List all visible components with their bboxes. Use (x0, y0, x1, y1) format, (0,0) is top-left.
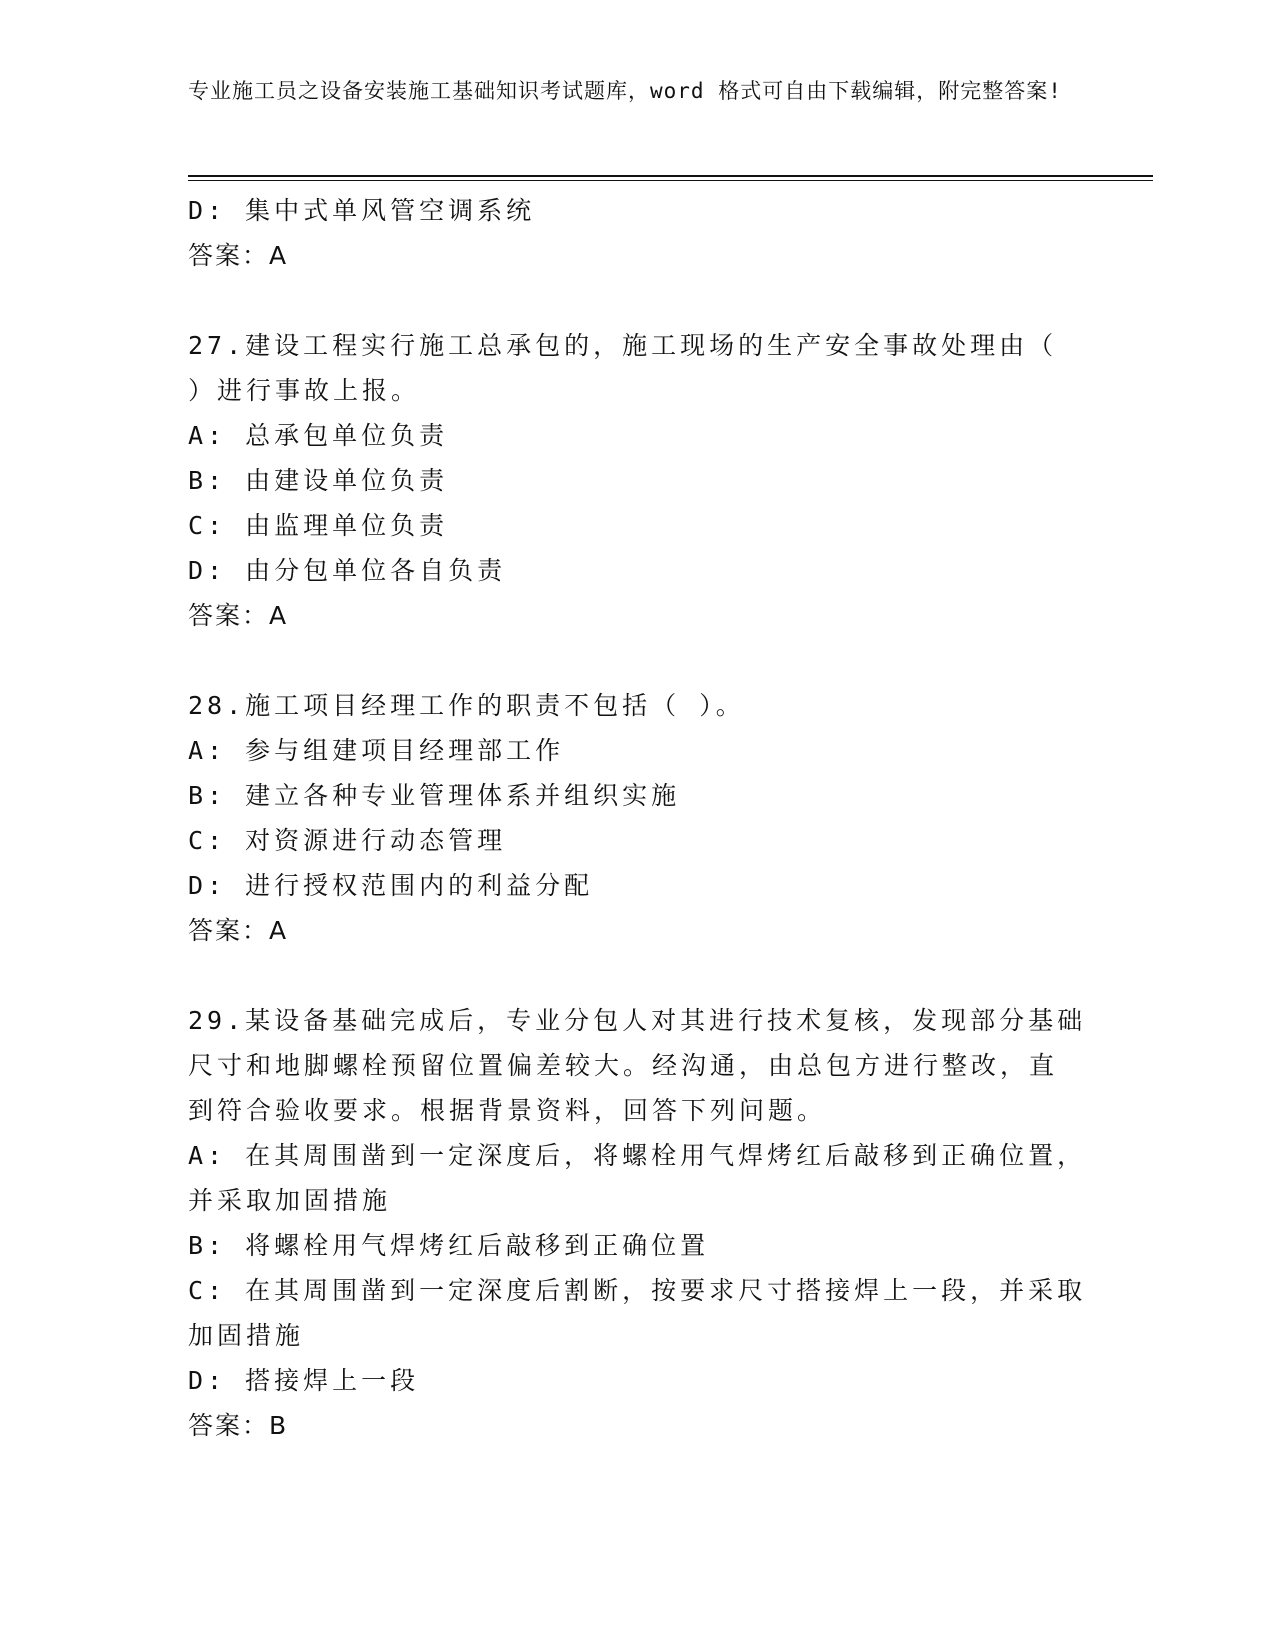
option-a: A: 在其周围凿到一定深度后，将螺栓用气焊烤红后敲移到正确位置， (188, 1141, 1087, 1170)
option-d: D: 进行授权范围内的利益分配 (188, 871, 594, 900)
question-stem: 27.建设工程实行施工总承包的，施工现场的生产安全事故处理由（ (188, 331, 1058, 360)
option-c: C: 在其周围凿到一定深度后割断，按要求尺寸搭接焊上一段，并采取 (188, 1276, 1087, 1305)
document-header: 专业施工员之设备安装施工基础知识考试题库，word 格式可自由下载编辑，附完整答案! (188, 79, 1062, 103)
question-stem: ）进行事故上报。 (188, 376, 421, 405)
answer-line: 答案：A (188, 601, 289, 630)
option-b: B: 由建设单位负责 (188, 466, 449, 495)
option-a-continued: 并采取加固措施 (188, 1186, 392, 1215)
option-c: C: 由监理单位负责 (188, 511, 449, 540)
option-d: D: 搭接焊上一段 (188, 1366, 420, 1395)
spacer (188, 638, 1088, 683)
question-stem: 28.施工项目经理工作的职责不包括（ ）。 (188, 691, 745, 720)
question-stem: 29.某设备基础完成后，专业分包人对其进行技术复核，发现部分基础 (188, 1006, 1087, 1035)
header-rule-thin (188, 180, 1153, 181)
option-a: A: 参与组建项目经理部工作 (188, 736, 565, 765)
option-b: B: 建立各种专业管理体系并组织实施 (188, 781, 681, 810)
option-d: D: 集中式单风管空调系统 (188, 196, 536, 225)
question-27 (188, 323, 1088, 638)
answer-line: 答案：A (188, 241, 289, 270)
option-c-continued: 加固措施 (188, 1321, 305, 1350)
spacer (188, 953, 1088, 998)
question-stem: 尺寸和地脚螺栓预留位置偏差较大。经沟通，由总包方进行整改，直 (188, 1051, 1059, 1080)
option-d: D: 由分包单位各自负责 (188, 556, 507, 585)
option-b: B: 将螺栓用气焊烤红后敲移到正确位置 (188, 1231, 710, 1260)
option-a: A: 总承包单位负责 (188, 421, 449, 450)
option-c: C: 对资源进行动态管理 (188, 826, 507, 855)
question-29 (188, 998, 1088, 1448)
answer-line: 答案：B (188, 1411, 289, 1440)
question-stem: 到符合验收要求。根据背景资料，回答下列问题。 (188, 1096, 827, 1125)
header-rule-thick (188, 175, 1153, 177)
answer-line: 答案：A (188, 916, 289, 945)
question-28 (188, 683, 1088, 953)
spacer (188, 278, 1088, 323)
document-body (188, 188, 1088, 1448)
